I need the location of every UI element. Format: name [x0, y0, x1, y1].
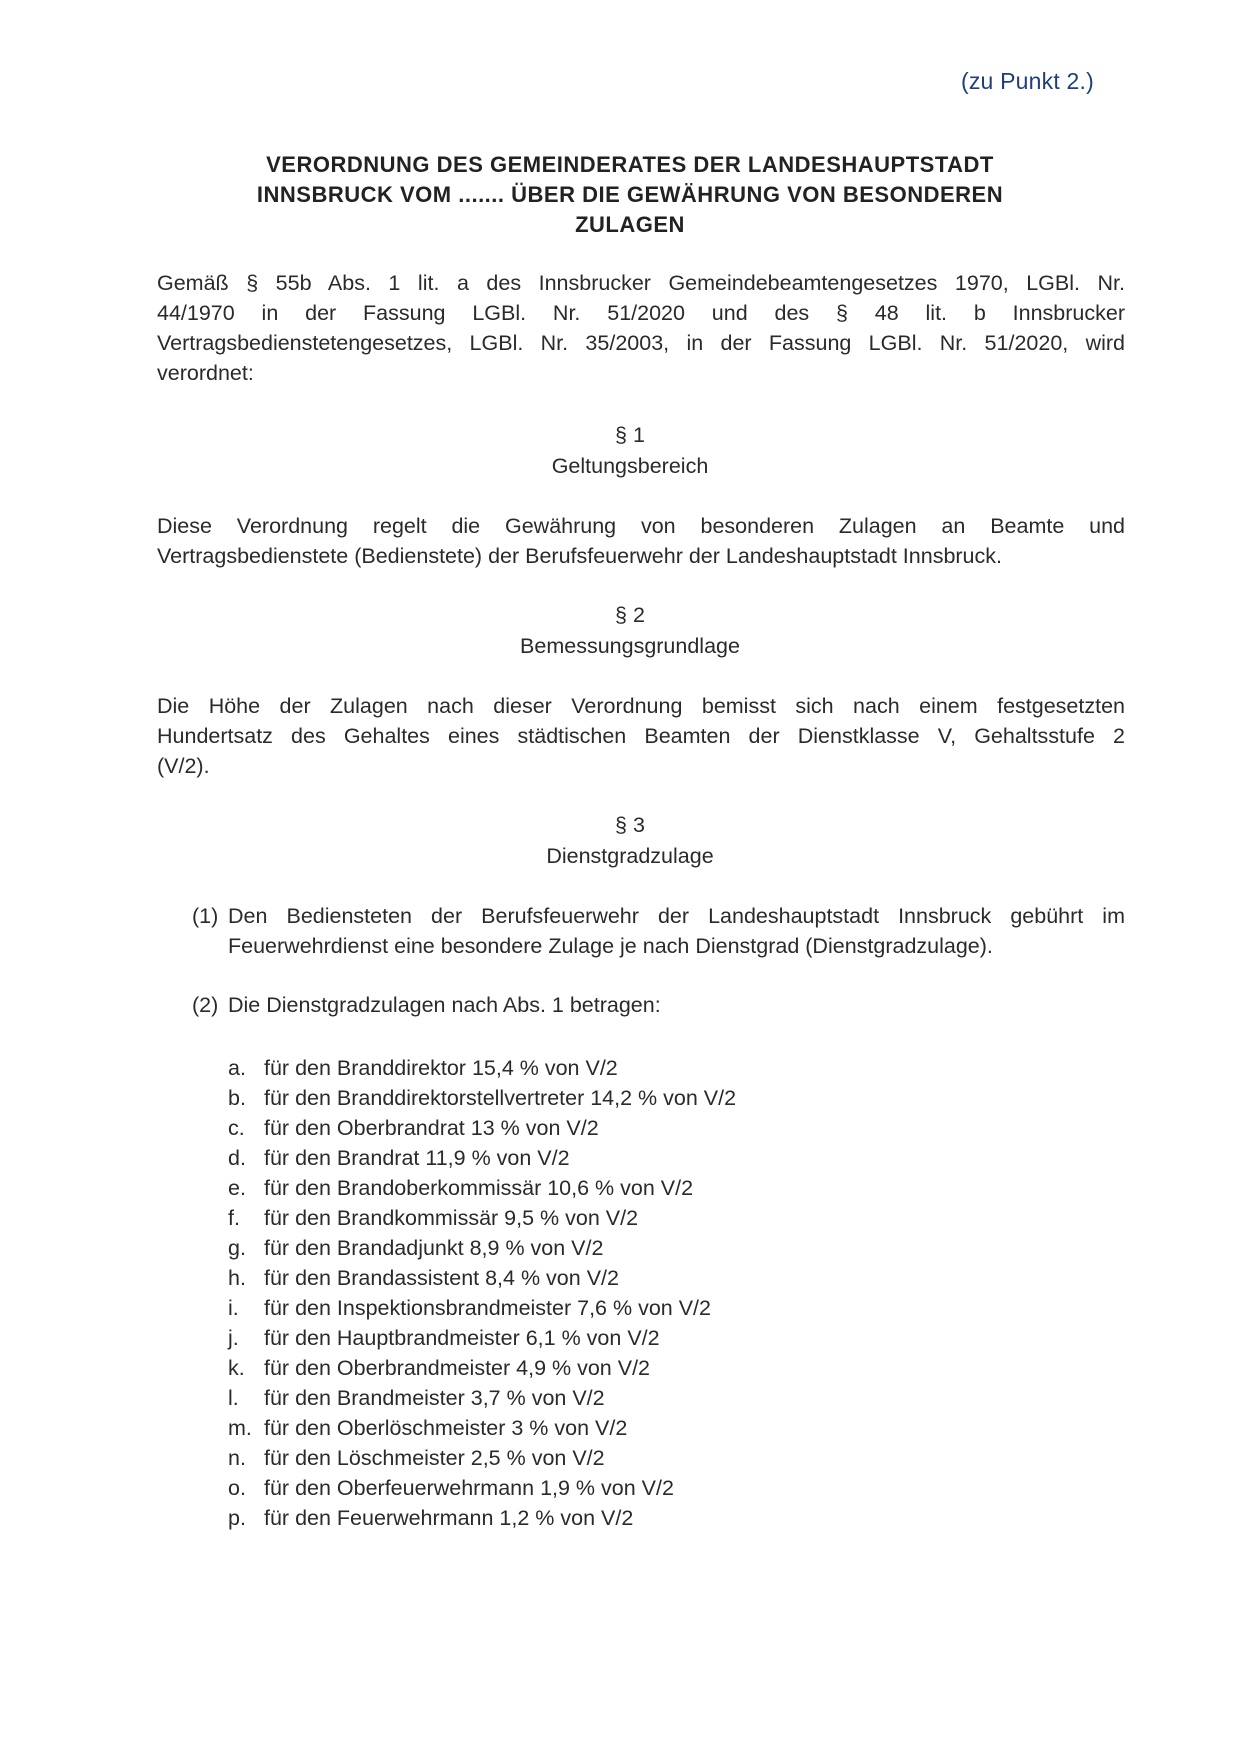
list-item-text: für den Oberlöschmeister 3 % von V/2: [264, 1416, 628, 1440]
list-item: [228, 1173, 736, 1203]
section-3-header: [420, 810, 840, 872]
list-item-text: für den Oberfeuerwehrmann 1,9 % von V/2: [264, 1476, 674, 1500]
preamble: [157, 268, 1125, 388]
preamble-line-2: 44/1970 in der Fassung LGBl. Nr. 51/2020 und des § 48 lit. b Innsbrucker: [157, 301, 1125, 325]
list-item-letter: o.: [228, 1476, 246, 1500]
paragraph-1-line-2: Feuerwehrdienst eine besondere Zulage je nach Dienstgrad (Dienstgradzulage).: [228, 934, 993, 958]
list-item-text: für den Branddirektor 15,4 % von V/2: [264, 1056, 618, 1080]
list-item-letter: n.: [228, 1446, 246, 1470]
paragraph-2-text: Die Dienstgradzulagen nach Abs. 1 betragen:: [228, 993, 661, 1017]
preamble-line-3: Vertragsbedienstetengesetzes, LGBl. Nr. 35/2003, in der Fassung LGBl. Nr. 51/2020, wird: [157, 331, 1125, 355]
list-item-text: für den Inspektionsbrandmeister 7,6 % von V/2: [264, 1296, 711, 1320]
list-item-text: für den Brandkommissär 9,5 % von V/2: [264, 1206, 639, 1230]
list-item: [228, 1113, 736, 1143]
list-item-letter: d.: [228, 1146, 246, 1170]
rank-allowance-list: [228, 1053, 736, 1533]
list-item-text: für den Branddirektorstellvertreter 14,2 % von V/2: [264, 1086, 737, 1110]
list-item-text: für den Feuerwehrmann 1,2 % von V/2: [264, 1506, 634, 1530]
section-2-number: § 2: [615, 603, 645, 627]
list-item: [228, 1323, 736, 1353]
section-1-header: [420, 420, 840, 482]
title-line-3: ZULAGEN: [575, 212, 685, 237]
list-item-text: für den Oberbrandmeister 4,9 % von V/2: [264, 1356, 651, 1380]
list-item-text: für den Hauptbrandmeister 6,1 % von V/2: [264, 1326, 660, 1350]
list-item-letter: e.: [228, 1176, 246, 1200]
list-item: [228, 1203, 736, 1233]
list-item: [228, 1053, 736, 1083]
section-1-number: § 1: [615, 423, 645, 447]
paragraph-1-line-1: Den Bediensteten der Berufsfeuerwehr der Landeshauptstadt Innsbruck gebührt im: [228, 904, 1125, 928]
list-item-text: für den Brandoberkommissär 10,6 % von V/2: [264, 1176, 694, 1200]
list-item-text: für den Brandassistent 8,4 % von V/2: [264, 1266, 619, 1290]
preamble-line-1: Gemäß § 55b Abs. 1 lit. a des Innsbrucker Gemeindebeamtengesetzes 1970, LGBl. Nr.: [157, 271, 1125, 295]
list-item-letter: p.: [228, 1506, 246, 1530]
list-item-letter: h.: [228, 1266, 246, 1290]
section-2-line-3: (V/2).: [157, 754, 210, 778]
list-item: [228, 1353, 736, 1383]
section-1-heading: Geltungsbereich: [551, 454, 709, 478]
section-3-paragraph-1: [192, 901, 1125, 961]
list-item: [228, 1413, 736, 1443]
section-1-body: [157, 511, 1125, 571]
list-item: [228, 1503, 736, 1533]
list-item: [228, 1263, 736, 1293]
section-2-heading: Bemessungsgrundlage: [520, 634, 740, 658]
list-item: [228, 1443, 736, 1473]
section-2-header: [420, 600, 840, 662]
list-item-letter: j.: [228, 1326, 239, 1350]
agenda-reference-note: (zu Punkt 2.): [961, 68, 1094, 94]
list-item-text: für den Brandmeister 3,7 % von V/2: [264, 1386, 605, 1410]
section-3-number: § 3: [615, 813, 645, 837]
list-item-letter: i.: [228, 1296, 239, 1320]
section-3-heading: Dienstgradzulage: [546, 844, 714, 868]
title-line-1: VERORDNUNG DES GEMEINDERATES DER LANDESHAUPTSTADT: [266, 152, 994, 177]
list-item-letter: b.: [228, 1086, 246, 1110]
paragraph-1-number: (1): [192, 904, 219, 928]
list-item-letter: c.: [228, 1116, 245, 1140]
section-1-line-2: Vertragsbedienstete (Bedienstete) der Berufsfeuerwehr der Landeshauptstadt Innsbruck.: [157, 544, 1002, 568]
list-item-text: für den Brandadjunkt 8,9 % von V/2: [264, 1236, 604, 1260]
title-line-2: INNSBRUCK VOM ....... ÜBER DIE GEWÄHRUNG VON BESONDEREN: [256, 182, 1004, 207]
section-1-line-1: Diese Verordnung regelt die Gewährung von besonderen Zulagen an Beamte und: [157, 514, 1125, 538]
list-item-letter: m.: [228, 1416, 252, 1440]
list-item: [228, 1473, 736, 1503]
list-item: [228, 1143, 736, 1173]
list-item-text: für den Brandrat 11,9 % von V/2: [264, 1146, 570, 1170]
section-2-body: [157, 691, 1125, 781]
list-item-text: für den Oberbrandrat 13 % von V/2: [264, 1116, 599, 1140]
list-item: [228, 1083, 736, 1113]
list-item: [228, 1293, 736, 1323]
preamble-line-4: verordnet:: [157, 361, 254, 385]
list-item-letter: g.: [228, 1236, 246, 1260]
list-item-letter: f.: [228, 1206, 240, 1230]
list-item-text: für den Löschmeister 2,5 % von V/2: [264, 1446, 605, 1470]
section-2-line-2: Hundertsatz des Gehaltes eines städtischen Beamten der Dienstklasse V, Gehaltsstufe 2: [157, 724, 1125, 748]
list-item: [228, 1233, 736, 1263]
section-3-paragraph-2: [192, 990, 1125, 1020]
paragraph-2-number: (2): [192, 993, 219, 1017]
list-item-letter: k.: [228, 1356, 245, 1380]
document-title: [180, 150, 1080, 240]
list-item: [228, 1383, 736, 1413]
list-item-letter: l.: [228, 1386, 239, 1410]
section-2-line-1: Die Höhe der Zulagen nach dieser Verordnung bemisst sich nach einem festgesetzten: [157, 694, 1125, 718]
list-item-letter: a.: [228, 1056, 246, 1080]
